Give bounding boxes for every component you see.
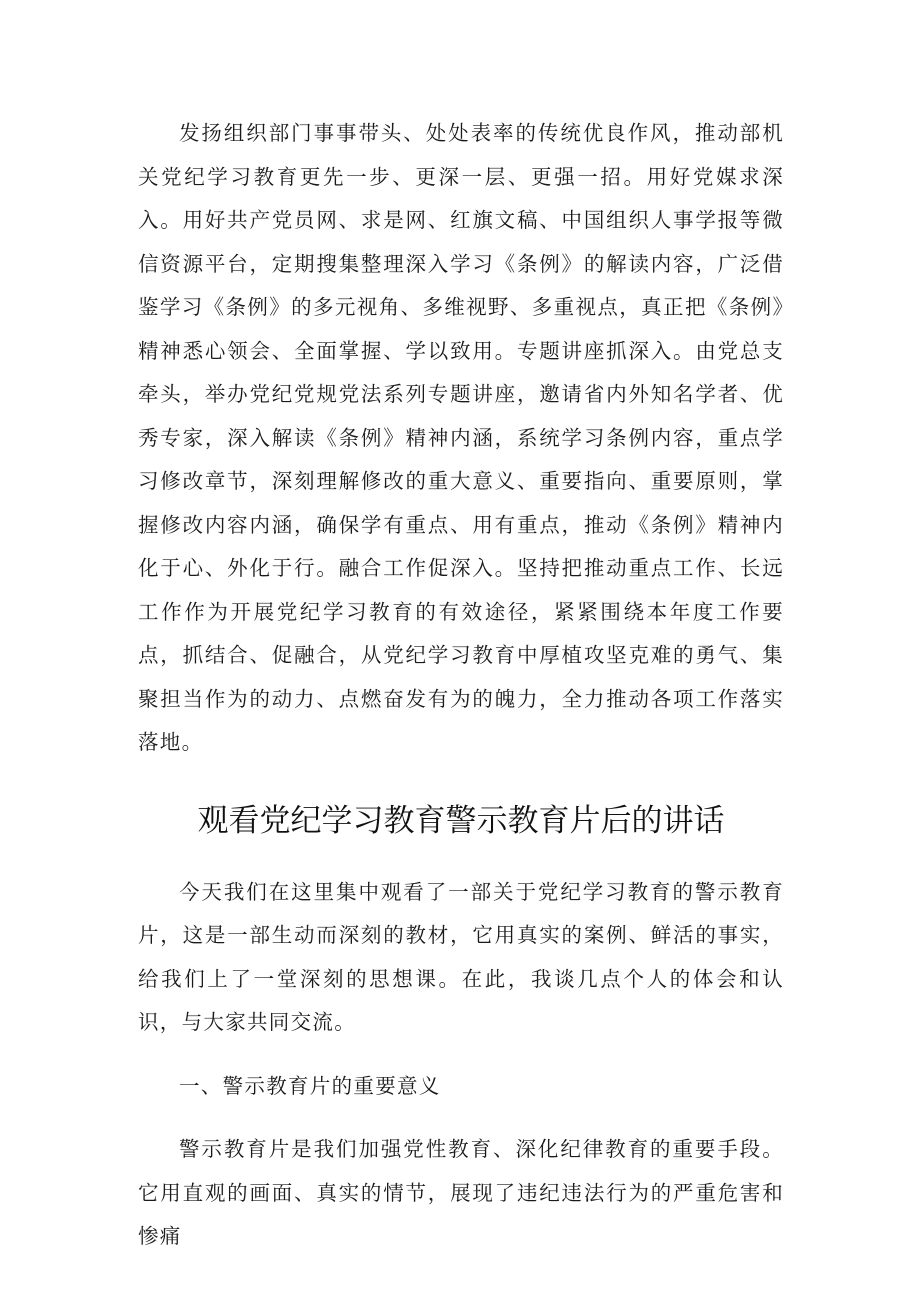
paragraph-gap — [138, 1108, 784, 1128]
section-title: 观看党纪学习教育警示教育片后的讲话 — [197, 802, 725, 839]
paragraph-gap — [138, 1045, 784, 1065]
body-paragraph: 今天我们在这里集中观看了一部关于党纪学习教育的警示教育片，这是一部生动而深刻的教材，它用真实的案例、鲜活的事实，给我们上了一堂深刻的思想课。在此，我谈几点个人的体会和认识，与大家共同交流。 — [138, 879, 784, 1034]
section-heading: 一、警示教育片的重要意义 — [179, 1073, 441, 1098]
body-paragraph: 发扬组织部门事事带头、处处表率的传统优良作风，推动部机关党纪学习教育更先一步、更深一层、更强一招。用好党媒求深入。用好共产党员网、求是网、红旗文稿、中国组织人事学报等微信资源平台，定期搜集整理深入学习《条例》的解读内容，广泛借鉴学习《条例》的多元视角、多维视野、多重视点，真正把《条例》精神悉心领会、全面掌握、学以致用。专题讲座抓深入。由党总支牵头，举办党纪党规党法系列专题讲座，邀请省内外知名学者、优秀专家，深入解读《条例》精神内涵，系统学习条例内容，重点学习修改章节，深刻理解修改的重大意义、重要指向、重要原则，掌握修改内容内涵，确保学有重点、用有重点，推动《条例》精神内化于心、外化于行。融合工作促深入。坚持把推动重点工作、长远工作作为开展党纪学习教育的有效途径，紧紧围绕本年度工作要点，抓结合、促融合，从党纪学习教育中厚植攻坚克难的勇气、集聚担当作为的动力、点燃奋发有为的魄力，全力推动各项工作落实落地。 — [138, 121, 784, 754]
body-paragraph: 警示教育片是我们加强党性教育、深化纪律教育的重要手段。它用直观的画面、真实的情节，展现了违纪违法行为的严重危害和惨痛 — [138, 1137, 784, 1248]
document-page — [138, 112, 784, 1259]
